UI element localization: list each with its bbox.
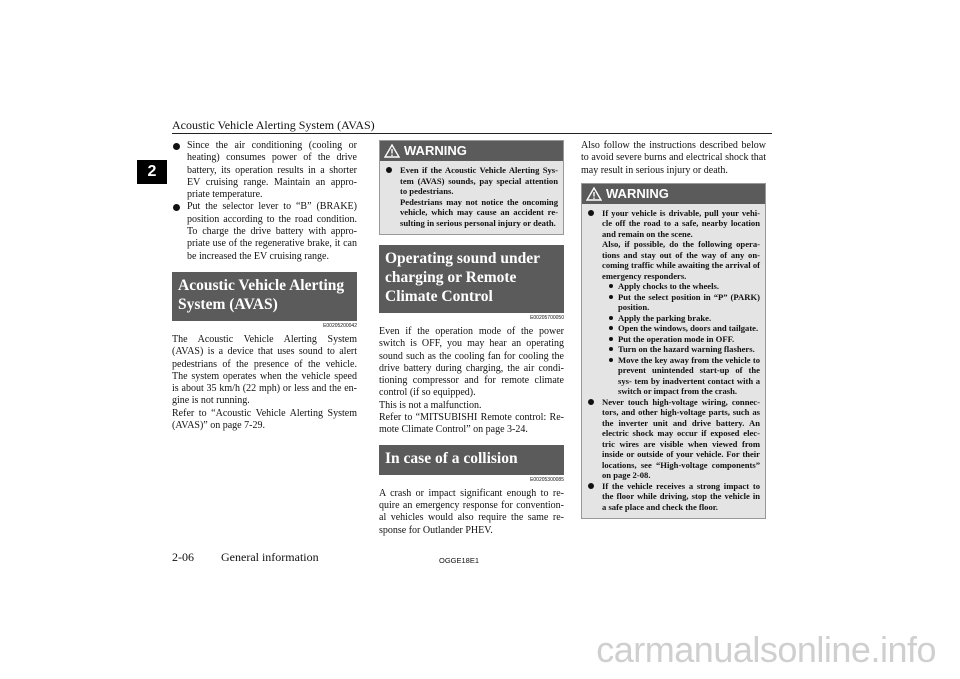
bullet-dot-icon <box>588 399 594 405</box>
warning-box <box>379 140 564 235</box>
bullet-dot-icon <box>588 210 594 216</box>
running-header: Acoustic Vehicle Alerting System (AVAS) <box>172 118 375 132</box>
section-code: E00205300085 <box>530 476 564 483</box>
section-heading-collision: In case of a collision <box>379 445 564 475</box>
warning-header <box>380 141 563 161</box>
section-code: E00205700050 <box>530 315 564 321</box>
watermark: carmanualsonline.info <box>596 629 936 670</box>
bullet-dot-icon <box>173 204 180 211</box>
sub-bullet-dot-icon <box>609 326 613 330</box>
body-paragraph: Refer to “Acoustic Vehicle Alerting System (AVAS)” on page 7-29. <box>172 407 357 432</box>
catalog-code: OGGE18E1 <box>439 556 480 565</box>
warning-label: WARNING <box>606 185 669 201</box>
sub-bullet: Turn on the hazard warning flashers. <box>608 344 760 355</box>
section-heading-avas: Acoustic Vehicle Alerting System (AVAS) <box>172 272 357 321</box>
intro-paragraph: Also follow the instructions described below to avoid severe burns and electrical shock that may result in serious injury or death. <box>581 140 766 176</box>
warning-bullet: If the vehicle receives a strong impact to the floor while driving, stop the vehicle in a safe place and check the floor. <box>587 481 760 513</box>
section-heading-operating-sound: Operating sound under charging or Remote Climate Control <box>379 245 564 313</box>
warning-box <box>581 183 766 520</box>
sub-bullet: Apply the parking brake. <box>608 313 760 324</box>
warning-bullet: If your vehicle is drivable, pull your vehi- cle off the road to a safe, nearby location and remain on the scene. Also, if possible, do the following opera- tions and stay out of the way of any on- coming traffic while awaiting the arrival of emergency responders. Apply chocks to the wheels. Put the select position in “P” (PARK) position. Apply the parking brake. Open the windows, doors and tailgate. Put the operation mode in OFF. Turn on the hazard warning flashers. Move the key away from the vehicle to prevent unintended start-up of the sys- tem by inadvertent contact with a switch or impact from the crash. <box>587 208 760 397</box>
bullet-item: Since the air conditioning (cooling or heating) consumes power of the drive battery, its operation results in a shorter EV cruising range. Maintain an appro- priate temperature. <box>172 140 357 201</box>
header-rule <box>172 133 772 134</box>
column-3 <box>581 140 766 519</box>
sub-bullet: Put the operation mode in OFF. <box>608 334 760 345</box>
sub-bullet-dot-icon <box>609 316 613 320</box>
sub-bullet: Put the select position in “P” (PARK) position. <box>608 292 760 313</box>
sub-bullet-dot-icon <box>609 347 613 351</box>
sub-bullet: Open the windows, doors and tailgate. <box>608 323 760 334</box>
column-1 <box>172 140 357 432</box>
bullet-dot-icon <box>173 143 180 150</box>
section-code: E00205200042 <box>323 322 357 329</box>
body-paragraph: Even if the operation mode of the power switch is OFF, you may hear an operating sound such as the cooling fan for cooling the drive battery during charging, the air condi- tioning compressor and for remote climate control (if so equipped). <box>379 326 564 399</box>
warning-bullet: Even if the Acoustic Vehicle Alerting Sys- tem (AVAS) sounds, pay special attention to pedestrians. Pedestrians may not notice the oncoming vehicle, which may cause an accident re- sulting in serious personal injury or death. <box>385 165 558 228</box>
bullet-item: Put the selector lever to “B” (BRAKE) position according to the road condition. To charge the drive battery with appro- priate use of the regenerative brake, it can be increased the EV cruising range. <box>172 201 357 262</box>
body-paragraph: This is not a malfunction. <box>379 399 482 411</box>
warning-label: WARNING <box>404 143 467 158</box>
chapter-tab: 2 <box>137 160 167 184</box>
warning-triangle-icon <box>384 144 400 158</box>
page-number: 2-06 <box>172 550 194 564</box>
sub-bullet: Apply chocks to the wheels. <box>608 281 760 292</box>
sub-bullet-dot-icon <box>609 337 613 341</box>
body-paragraph: A crash or impact significant enough to re- quire an emergency response for convention- al vehicles would also require the same re- sponse for Outlander PHEV. <box>379 487 564 536</box>
column-2 <box>379 140 564 537</box>
warning-header <box>582 184 765 204</box>
warning-body <box>582 204 765 519</box>
sub-bullet-dot-icon <box>609 358 613 362</box>
warning-body <box>380 161 563 234</box>
bullet-dot-icon <box>588 483 594 489</box>
warning-triangle-icon <box>586 187 602 201</box>
warning-bullet: Never touch high-voltage wiring, connec- tors, and other high-voltage parts, such as the inverter unit and drive battery. An electric shock may occur if exposed elec- tric wires are visible when viewed from inside or outside of your vehicle. For their locations, see “High-voltage components” on page 2-08. <box>587 397 760 481</box>
body-paragraph: Refer to “MITSUBISHI Remote control: Re- mote Climate Control” on page 3-24. <box>379 412 564 436</box>
sub-bullet-dot-icon <box>609 295 613 299</box>
body-paragraph: The Acoustic Vehicle Alerting System (AVAS) is a device that uses sound to alert pedestrians of the presence of the vehicle. The system operates when the vehicle speed is about 35 km/h (22 mph) or less and the en- gine is not running. <box>172 333 357 407</box>
sub-bullet: Move the key away from the vehicle to prevent unintended start-up of the sys- tem by inadvertent contact with a switch or impact from the crash. <box>608 355 760 397</box>
footer-section: General information <box>221 550 319 564</box>
sub-bullet-dot-icon <box>609 284 613 288</box>
bullet-dot-icon <box>386 167 392 173</box>
